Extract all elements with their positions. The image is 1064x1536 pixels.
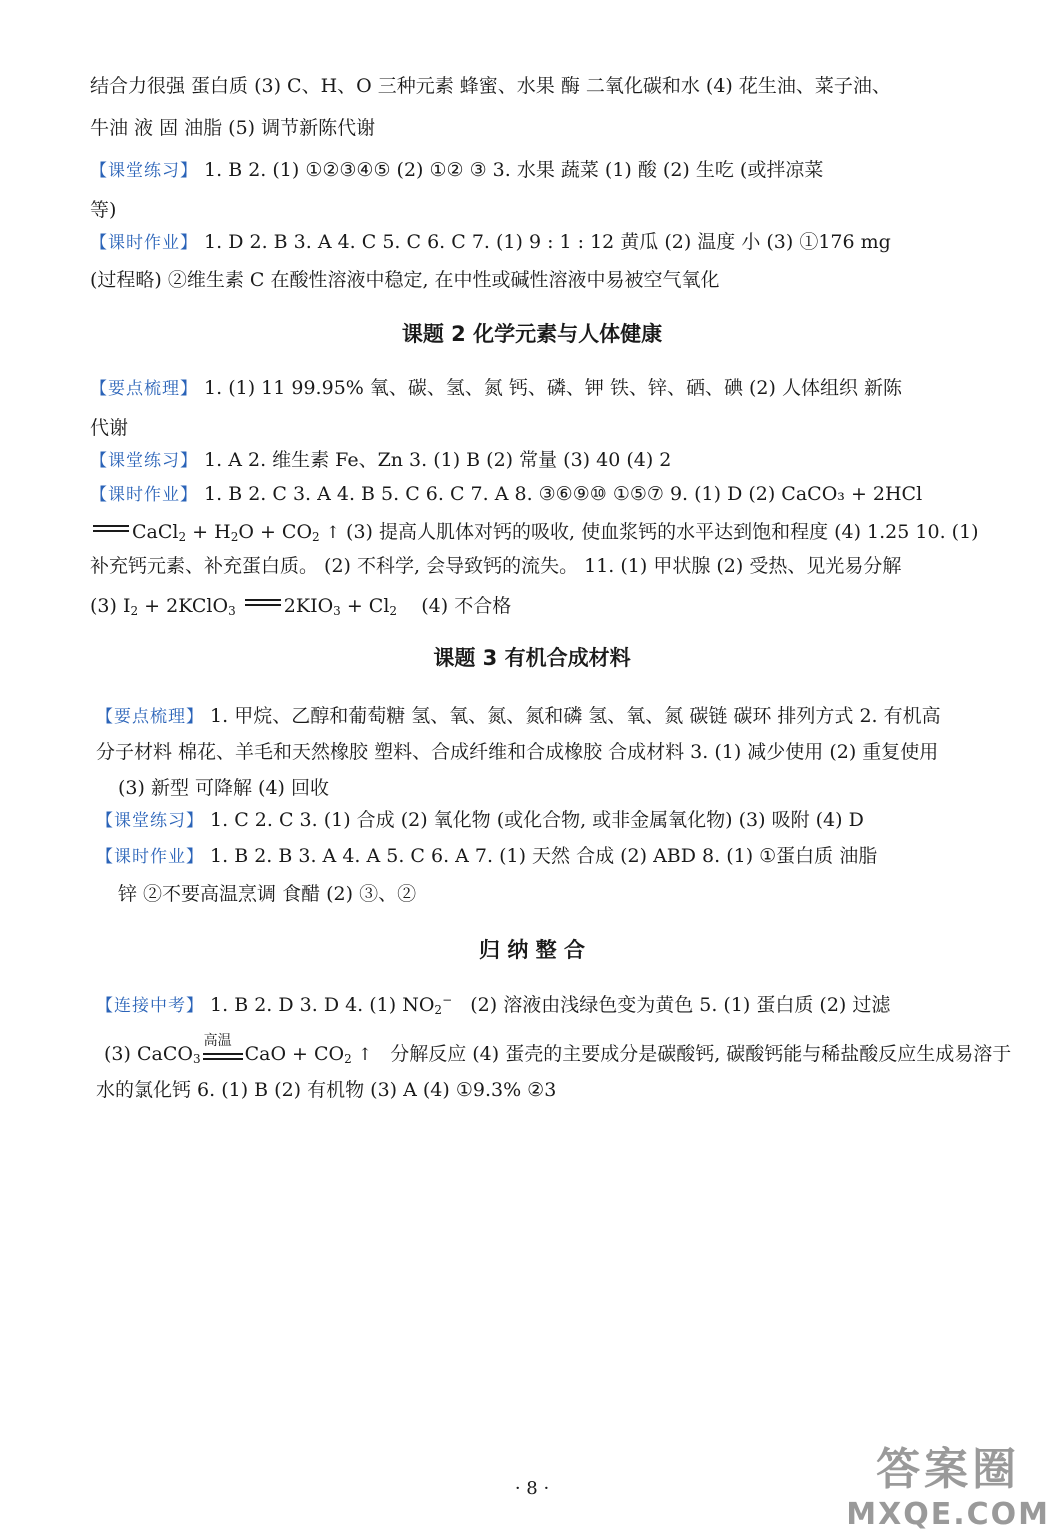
formula-text: + 2KClO (144, 595, 229, 617)
line-21-text: 分解反应 (4) 蛋壳的主要成分是碳酸钙, 碳酸钙能与稀盐酸反应生成易溶于 (390, 1043, 1012, 1065)
gas-arrow-icon: ↑ (357, 1045, 373, 1065)
line-5-text: 1. D 2. B 3. A 4. C 5. C 6. C 7. (1) 9 : 1 : 12 黄瓜 (2) 温度 小 (3) ①176 mg (204, 231, 891, 253)
formula-text: (3) CaCO (104, 1043, 193, 1065)
subscript: 3 (192, 1052, 201, 1066)
line-18 (96, 842, 877, 871)
line-11-text: (3) 提高人肌体对钙的吸收, 使血浆钙的水平达到饱和程度 (4) 1.25 10. (1) (346, 521, 979, 543)
line-8: 代谢 (90, 417, 129, 439)
heading-3: 课题 3 有机合成材料 (433, 646, 631, 670)
line-12: 补充钙元素、补充蛋白质。 (2) 不科学, 会导致钙的流失。 11. (1) 甲状腺 (2) 受热、见光易分解 (90, 555, 902, 577)
line-22: 水的氯化钙 6. (1) B (2) 有机物 (3) A (4) ①9.3% ②3 (96, 1079, 557, 1101)
watermark-url: MXQE.COM (846, 1497, 1050, 1532)
equation-equals (93, 525, 129, 532)
label-ketang: 【课堂练习】 (96, 811, 204, 831)
line-9 (90, 446, 671, 475)
line-17-text: 1. C 2. C 3. (1) 合成 (2) 氧化物 (或化合物, 或非金属氧化物) (3) 吸附 (4) D (210, 809, 864, 831)
line-20 (96, 986, 890, 1024)
formula-text: + H (192, 521, 231, 543)
line-14 (96, 702, 941, 731)
subscript: 2 (312, 530, 320, 544)
line-10-text: 1. B 2. C 3. A 4. B 5. C 6. C 7. A 8. ③⑥⑨⑩ ①⑤⑦ 9. (1) D (2) CaCO₃ + 2HCl (204, 483, 923, 505)
subscript: 2 (389, 604, 398, 618)
equation-equals (245, 599, 281, 606)
label-keshi: 【课时作业】 (90, 485, 198, 505)
subscript: 2 (230, 530, 239, 544)
line-10 (90, 480, 922, 509)
line-11 (90, 518, 979, 551)
line-13-text: (4) 不合格 (421, 595, 512, 617)
formula-text: CaO + CO (244, 1043, 345, 1065)
subscript: 2 (434, 1003, 443, 1017)
label-ketang: 【课堂练习】 (90, 451, 198, 471)
watermark-logo-text: 答案圈 (876, 1444, 1021, 1495)
line-17 (96, 806, 864, 835)
condition-label: 高温 (203, 1033, 232, 1049)
line-2: 牛油 液 固 油脂 (5) 调节新陈代谢 (90, 117, 376, 139)
line-16: (3) 新型 可降解 (4) 回收 (118, 777, 329, 799)
line-15: 分子材料 棉花、羊毛和天然橡胶 塑料、合成纤维和合成橡胶 合成材料 3. (1) 减少使用 (2) 重复使用 (96, 741, 939, 763)
formula-text: 2KIO (283, 595, 334, 617)
line-4: 等) (90, 199, 117, 221)
label-yaodian: 【要点梳理】 (90, 379, 198, 399)
superscript: − (442, 993, 453, 1007)
label-ketang: 【课堂练习】 (90, 161, 198, 181)
line-5 (90, 228, 891, 257)
line-14-text: 1. 甲烷、乙醇和葡萄糖 氢、氧、氮、氮和磷 氢、氧、氮 碳链 碳环 排列方式 2. 有机高 (210, 705, 941, 727)
subscript: 2 (344, 1052, 352, 1066)
formula-text: O + CO (238, 521, 313, 543)
formula-text: 1. B 2. D 3. D 4. (1) NO (210, 994, 435, 1016)
line-7-text: 1. (1) 11 99.95% 氧、碳、氢、氮 钙、磷、钾 铁、锌、硒、碘 (2) 人体组织 新陈 (204, 377, 902, 399)
line-20-text: (2) 溶液由浅绿色变为黄色 5. (1) 蛋白质 (2) 过滤 (470, 994, 891, 1016)
line-19: 锌 ②不要高温烹调 食醋 (2) ③、② (118, 883, 417, 905)
subscript: 3 (333, 604, 341, 618)
line-3 (90, 156, 823, 185)
line-9-text: 1. A 2. 维生素 Fe、Zn 3. (1) B (2) 常量 (3) 40 (4) 2 (204, 449, 672, 471)
line-21 (104, 1033, 1012, 1073)
formula-text: + Cl (346, 595, 390, 617)
watermark (846, 1433, 1050, 1532)
heading-2: 课题 2 化学元素与人体健康 (401, 322, 663, 346)
label-keshi: 【课时作业】 (90, 233, 198, 253)
formula-text: (3) I (90, 595, 131, 617)
line-7 (90, 374, 902, 403)
line-1: 结合力很强 蛋白质 (3) C、H、O 三种元素 蜂蜜、水果 酶 二氧化碳和水 (4) 花生油、菜子油、 (90, 75, 891, 97)
gas-arrow-icon: ↑ (325, 523, 340, 543)
label-lianjie: 【连接中考】 (96, 996, 204, 1016)
heading-4: 归 纳 整 合 (479, 938, 585, 962)
line-18-text: 1. B 2. B 3. A 4. A 5. C 6. A 7. (1) 天然 合成 (2) ABD 8. (1) ①蛋白质 油脂 (210, 845, 878, 867)
line-3-text: 1. B 2. (1) ①②③④⑤ (2) ①② ③ 3. 水果 蔬菜 (1) 酸 (2) 生吃 (或拌凉菜 (204, 159, 824, 181)
subscript: 2 (178, 530, 187, 544)
label-yaodian: 【要点梳理】 (96, 707, 204, 727)
page-number: · 8 · (514, 1478, 550, 1499)
reaction-condition (203, 1033, 243, 1060)
subscript: 3 (228, 604, 236, 618)
line-13 (90, 592, 511, 625)
subscript: 2 (130, 604, 139, 618)
line-6: (过程略) ②维生素 C 在酸性溶液中稳定, 在中性或碱性溶液中易被空气氧化 (90, 269, 720, 291)
label-keshi: 【课时作业】 (96, 847, 204, 867)
formula-text: CaCl (132, 521, 179, 543)
